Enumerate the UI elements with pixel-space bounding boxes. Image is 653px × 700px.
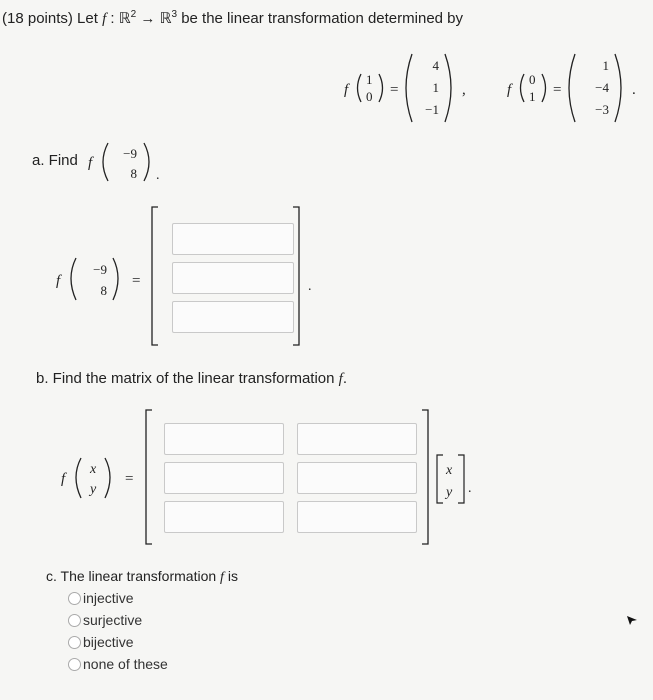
paren-left xyxy=(406,54,412,122)
part-a-label: a. Find xyxy=(32,152,78,169)
paren-left xyxy=(569,54,575,122)
given-e2-out-0: 1 xyxy=(602,58,609,73)
part-b-var-x: x xyxy=(90,462,97,477)
codomain-space: ℝ xyxy=(159,11,172,27)
part-c-suffix: is xyxy=(227,568,238,584)
paren-right xyxy=(445,54,451,122)
function-symbol: f xyxy=(102,11,107,27)
given-f2-func: f xyxy=(507,82,512,98)
paren-right xyxy=(615,54,621,122)
paren-right xyxy=(379,74,383,102)
part-b-matrix-input-r3c1[interactable] xyxy=(164,501,284,533)
part-a-answer-equals: = xyxy=(132,273,141,289)
given-e2-equals: = xyxy=(553,82,562,98)
option-injective[interactable]: injective xyxy=(83,590,134,606)
colon: : xyxy=(110,10,115,27)
radio-none-of-these[interactable] xyxy=(68,658,81,671)
part-a-answer-input-3[interactable] xyxy=(172,301,294,333)
part-a-func: f xyxy=(88,155,93,171)
part-a-answer-period: . xyxy=(308,279,312,294)
part-a-vec-0: −9 xyxy=(123,146,137,161)
given-e2-in-1: 1 xyxy=(529,89,536,104)
part-b-matrix-input-r3c2[interactable] xyxy=(297,501,417,533)
problem-statement xyxy=(2,9,463,28)
given-e2-in-0: 0 xyxy=(529,72,536,87)
bracket-left xyxy=(146,410,152,544)
radio-surjective[interactable] xyxy=(68,614,81,627)
part-b-rhs-x: x xyxy=(446,463,453,478)
paren-right xyxy=(113,258,118,300)
part-a-answer-lhs xyxy=(50,250,155,310)
given-e2-out-2: −3 xyxy=(595,102,609,117)
given-e1-out-0: 4 xyxy=(432,58,439,73)
part-a-answer-input-1[interactable] xyxy=(172,223,294,255)
part-b-label: b. Find the matrix of the linear transformation xyxy=(36,370,335,387)
given-period: . xyxy=(632,82,636,98)
paren-right xyxy=(542,74,546,102)
given-f1-func: f xyxy=(344,82,349,98)
part-b-question xyxy=(36,370,347,388)
part-b-var-y: y xyxy=(90,482,97,497)
domain-exponent: 2 xyxy=(130,9,137,20)
bracket-right xyxy=(422,410,428,544)
part-a-period: . xyxy=(156,168,160,183)
domain-space: ℝ xyxy=(118,11,131,27)
points-label: (18 points) xyxy=(2,10,73,27)
paren-left xyxy=(71,258,76,300)
part-b-rhs-vector xyxy=(434,452,484,508)
given-e2-out-1: −4 xyxy=(595,80,609,95)
part-b-matrix-input-r1c1[interactable] xyxy=(164,423,284,455)
given-e1-in-0: 1 xyxy=(366,72,373,87)
given-e1-equals: = xyxy=(390,82,399,98)
part-a-answer-input-2[interactable] xyxy=(172,262,294,294)
given-e1-in-1: 0 xyxy=(366,89,373,104)
given-e1-out-2: −1 xyxy=(425,102,439,117)
part-a-answer-vec-1: 8 xyxy=(100,283,107,298)
part-b-func: f xyxy=(338,371,343,387)
maps-to-arrow: → xyxy=(140,10,156,27)
radio-injective[interactable] xyxy=(68,592,81,605)
part-b-lhs-func: f xyxy=(61,471,66,487)
option-surjective[interactable]: surjective xyxy=(83,612,143,628)
paren-left xyxy=(76,458,81,498)
part-b-lhs-equals: = xyxy=(125,471,134,487)
part-b-rhs-y: y xyxy=(446,485,453,500)
option-bijective[interactable]: bijective xyxy=(83,634,134,650)
codomain-exponent: 3 xyxy=(171,9,178,20)
given-comma: , xyxy=(462,82,466,98)
part-b-matrix-input-r1c2[interactable] xyxy=(297,423,417,455)
part-b-matrix-input-r2c1[interactable] xyxy=(164,462,284,494)
paren-left xyxy=(521,74,525,102)
part-b-rhs-period: . xyxy=(468,481,472,496)
part-b-lhs xyxy=(55,448,150,508)
part-a-vec-1: 8 xyxy=(130,166,137,181)
paren-left xyxy=(103,143,108,181)
part-a-answer-vec-0: −9 xyxy=(93,262,107,277)
part-b-matrix-input-r2c2[interactable] xyxy=(297,462,417,494)
bracket-right xyxy=(458,455,464,503)
paren-right xyxy=(144,143,149,181)
paren-left xyxy=(358,74,362,102)
let-word: Let xyxy=(77,10,98,27)
part-c-question xyxy=(46,568,238,586)
part-a-expression xyxy=(78,137,168,187)
paren-right xyxy=(105,458,110,498)
cursor-arrow-icon xyxy=(625,612,639,626)
radio-bijective[interactable] xyxy=(68,636,81,649)
given-mappings xyxy=(330,44,653,130)
part-c-label: c. The linear transformation xyxy=(46,568,217,584)
part-c-func: f xyxy=(220,570,224,585)
part-b-period: . xyxy=(342,370,347,387)
part-a-answer-func: f xyxy=(56,273,61,289)
bracket-left xyxy=(152,207,158,345)
option-none-of-these[interactable]: none of these xyxy=(83,656,168,672)
bracket-left xyxy=(437,455,443,503)
given-e1-out-1: 1 xyxy=(432,80,439,95)
intro-rest: be the linear transformation determined by xyxy=(181,10,464,27)
